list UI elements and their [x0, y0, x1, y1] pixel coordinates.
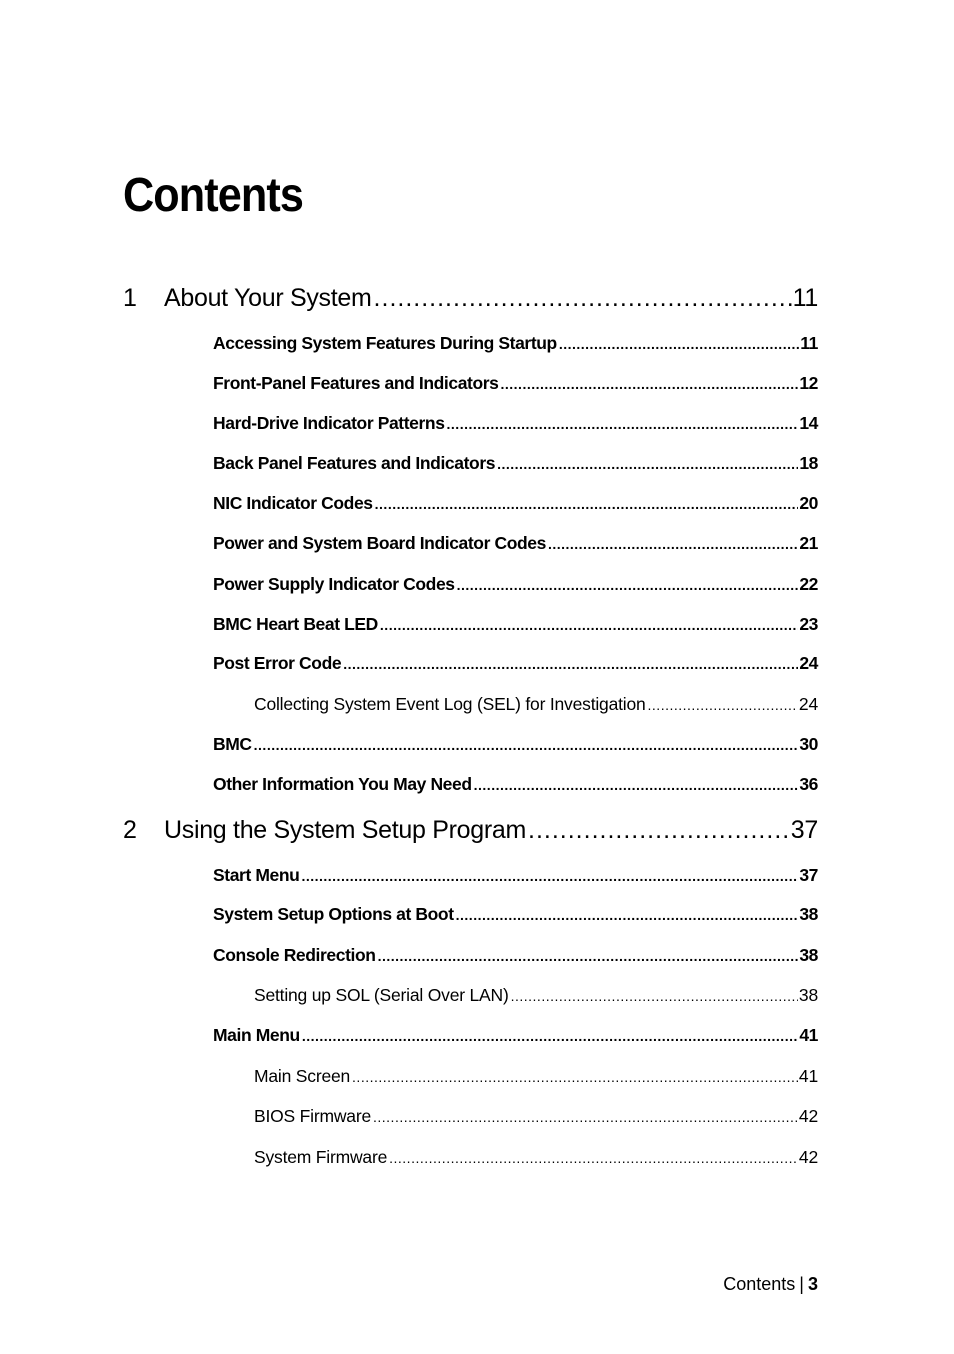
entry-title: Back Panel Features and Indicators	[213, 453, 496, 473]
dot-leader	[559, 333, 799, 355]
page-number: 11	[792, 284, 818, 312]
page-number: 21	[799, 533, 818, 553]
footer-label: Contents	[723, 1274, 796, 1294]
page-number: 23	[799, 614, 818, 634]
page-footer	[723, 1273, 818, 1295]
entry-title: Accessing System Features During Startup	[213, 333, 557, 353]
entry-title: Power Supply Indicator Codes	[213, 574, 455, 594]
toc-subentry[interactable]	[254, 1105, 818, 1128]
toc-entry[interactable]	[213, 532, 818, 555]
dot-leader	[254, 734, 799, 756]
page-number: 12	[799, 373, 818, 393]
toc-entry[interactable]	[213, 864, 818, 887]
dot-leader	[447, 413, 799, 435]
dot-leader	[374, 283, 792, 313]
toc-entry[interactable]	[213, 452, 818, 475]
page-number: 14	[799, 413, 818, 433]
chapter-number: 1	[123, 284, 137, 312]
dot-leader	[378, 945, 799, 967]
entry-title: Other Information You May Need	[213, 774, 472, 794]
dot-leader	[352, 1066, 798, 1088]
dot-leader	[456, 904, 799, 926]
dot-leader	[548, 533, 798, 555]
entry-title: BIOS Firmware	[254, 1106, 371, 1126]
toc-entry[interactable]	[213, 733, 818, 756]
entry-title: Start Menu	[213, 865, 300, 885]
dot-leader	[511, 985, 798, 1007]
toc-subentry[interactable]	[254, 1146, 818, 1169]
entry-title: Console Redirection	[213, 945, 376, 965]
entry-title: Power and System Board Indicator Codes	[213, 533, 546, 553]
toc-chapter[interactable]	[123, 283, 818, 313]
toc-entry[interactable]	[213, 573, 818, 596]
page-number: 38	[798, 985, 818, 1005]
dot-leader	[373, 1106, 798, 1128]
page-number: 41	[798, 1066, 818, 1086]
toc-entry[interactable]	[213, 412, 818, 435]
toc-entry[interactable]	[213, 652, 818, 675]
page-number: 22	[799, 574, 818, 594]
toc-entry[interactable]	[213, 372, 818, 395]
entry-title: System Firmware	[254, 1147, 388, 1167]
page-number: 42	[798, 1147, 818, 1167]
page-number: 36	[799, 774, 818, 794]
entry-title: Collecting System Event Log (SEL) for Investigation	[254, 694, 646, 714]
dot-leader	[343, 653, 798, 675]
page-number: 24	[799, 653, 818, 673]
page-number: 42	[798, 1106, 818, 1126]
chapter-number: 2	[123, 816, 137, 844]
dot-leader	[375, 493, 799, 515]
entry-title: Setting up SOL (Serial Over LAN)	[254, 985, 509, 1005]
toc-subentry[interactable]	[254, 1065, 818, 1088]
dot-leader	[501, 373, 799, 395]
dot-leader	[389, 1147, 798, 1169]
dot-leader	[474, 774, 799, 796]
chapter-title: About Your System	[164, 284, 372, 312]
toc-subentry[interactable]	[254, 984, 818, 1007]
dot-leader	[380, 614, 798, 636]
toc-entry[interactable]	[213, 492, 818, 515]
page-number: 18	[799, 453, 818, 473]
entry-title: NIC Indicator Codes	[213, 493, 373, 513]
page-number: 37	[799, 865, 818, 885]
footer-page-number: 3	[807, 1274, 818, 1294]
page-number: 24	[798, 694, 818, 714]
entry-title: Front-Panel Features and Indicators	[213, 373, 499, 393]
entry-title: System Setup Options at Boot	[213, 904, 454, 924]
dot-leader	[302, 1025, 799, 1047]
toc-subentry[interactable]	[254, 693, 818, 716]
toc-entry[interactable]	[213, 944, 818, 967]
page-number: 11	[800, 333, 818, 353]
page-number: 20	[799, 493, 818, 513]
page-number: 41	[799, 1025, 818, 1045]
entry-title: Post Error Code	[213, 653, 342, 673]
entry-title: BMC Heart Beat LED	[213, 614, 378, 634]
page-title: Contents	[123, 169, 303, 222]
entry-title: Main Menu	[213, 1025, 300, 1045]
dot-leader	[457, 574, 799, 596]
page-number: 38	[799, 945, 818, 965]
toc-entry[interactable]	[213, 613, 818, 636]
dot-leader	[497, 453, 798, 475]
entry-title: BMC	[213, 734, 252, 754]
entry-title: Hard-Drive Indicator Patterns	[213, 413, 445, 433]
toc-entry[interactable]	[213, 773, 818, 796]
page-number: 30	[799, 734, 818, 754]
toc-entry[interactable]	[213, 1024, 818, 1047]
chapter-title: Using the System Setup Program	[164, 816, 526, 844]
page-number: 37	[790, 816, 818, 844]
dot-leader	[301, 865, 798, 887]
toc-entry[interactable]	[213, 332, 818, 355]
entry-title: Main Screen	[254, 1066, 351, 1086]
footer-separator: |	[799, 1274, 804, 1294]
toc-chapter[interactable]	[123, 815, 818, 845]
page-number: 38	[799, 904, 818, 924]
toc-entry[interactable]	[213, 903, 818, 926]
dot-leader	[648, 694, 798, 716]
dot-leader	[528, 815, 790, 845]
